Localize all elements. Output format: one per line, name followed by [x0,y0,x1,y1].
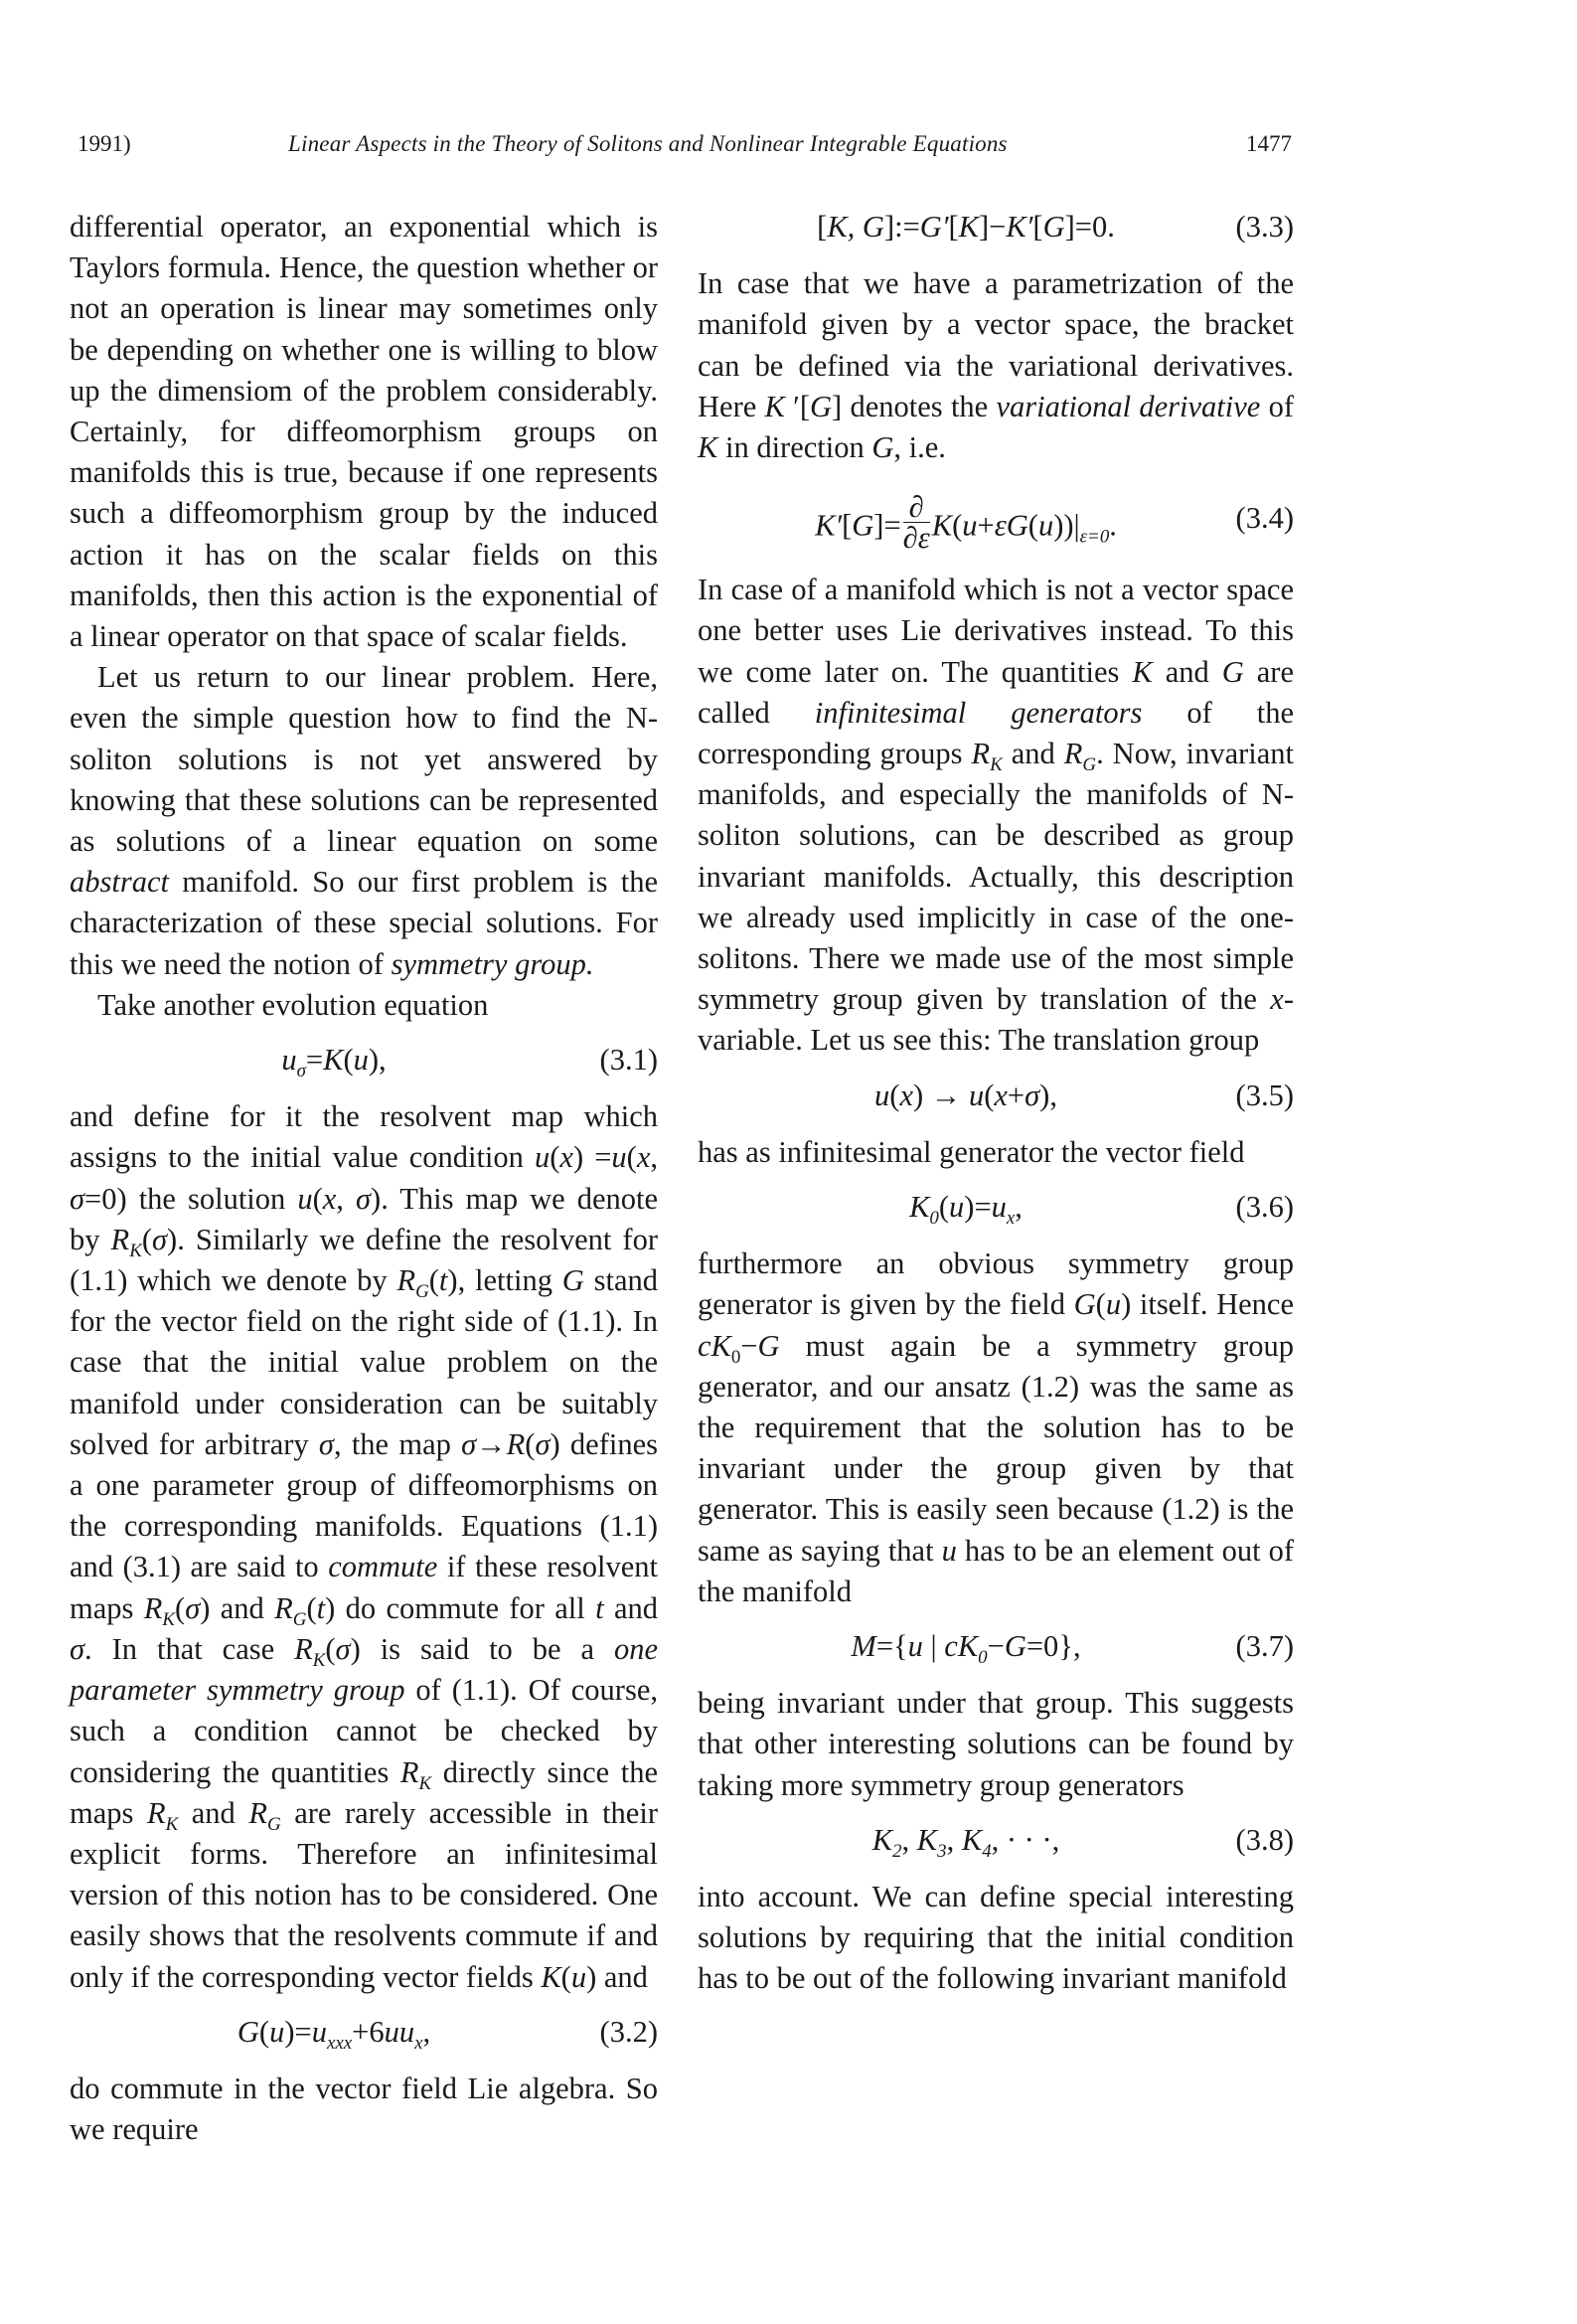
volume-year: 1991) [78,131,131,156]
equation-number: (3.4) [1235,501,1294,536]
right-column [698,207,1294,2000]
equation-3-7: M={u | $cK_0-G=0$}, (3.7) [698,1626,1294,1667]
paragraph-generators: In case of a manifold which is not a vector space one better uses Lie derivatives instead. To this we come later on. The quantities K and G are called infinitesimal generators of the corresponding groups $R_K$ and $R_G$. Now, invariant manifolds, and especially the manifolds of N-soliton solutions, can be described as group invariant manifolds. Actually, this description we already used implicitly in case of the one-solitons. There we made use of the most simple symmetry group given by translation of the x-variable. Let us see this: The translation group [698,573,1295,1058]
left-column [70,207,658,2150]
paragraph-linear-problem: Let us return to our linear problem. Here, even the simple question how to find the N-soliton solutions is not yet answered by knowing that these solutions can be represented as solutions of a linear equation on some abstract manifold. So our first problem is the characterization of these special solutions. For this we need the notion of symmetry group. [70,660,658,981]
page-number: 1477 [1246,131,1292,156]
paragraph-ansatz: furthermore an obvious symmetry group generator is given by the field G(u) itself. Hence $cK_0-G$ must again be a symmetry group generator, and our ansatz (1.2) was the same as the requirement that the solution has to be invariant under the group given by that generator. This is easily seen because (1.2) is the same as saying that u has to be an element out of the manifold [698,1246,1294,1608]
equation-3-6: $K_0(u)=u_x$, (3.6) [698,1187,1294,1228]
paragraph-resolvent: and define for it the resolvent map which assigns to the initial value condition u(x) =u(x, σ=0) the solution u(x, σ). This map we denote by $R_K(\sigma)$. Similarly we define the resolvent for (1.1) which we denote by $R_G(t)$, letting G stand for the vector field on the right side of (1.1). In case that the initial value problem on the manifold under consideration can be suitably solved for arbitrary σ, the map σ→R(σ) defines a one parameter group of diffeomorphisms on the corresponding manifolds. Equations (1.1) and (3.1) are said to commute if these resolvent maps $R_K(\sigma)$ and $R_G(t)$ do commute for all t and σ. In that case $R_K(\sigma)$ is said to be a one parameter symmetry group of (1.1). Of course, such a condition cannot be checked by considering the quantities $R_K$ directly since the maps $R_K$ and $R_G$ are rarely accessible in their explicit forms. Therefore an infinitesimal version of this notion has to be considered. One easily shows that the resolvents commute if and only if the corresponding vector fields K(u) and [70,1099,659,1994]
equation-number: (3.6) [1235,1190,1294,1225]
paragraph-taylor: differential operator, an exponential which is Taylors formula. Hence, the question whether or not an operation is linear may sometimes only be depending on whether one is willing to blow up the dimensiom of the problem considerably. Certainly, for diffeomorphism groups on manifolds this is true, because if one represents such a diffeomorphism group by the induced action it has on the scalar fields on this manifolds, then this action is the exponential of a linear operator on that space of scalar fields. [70,210,658,654]
paragraph-account: into account. We can define special interesting solutions by requiring that the initial condition has to be out of the following invariant manifold [698,1880,1294,1996]
paragraph-invariant: being invariant under that group. This suggests that other interesting solutions can be found by taking more symmetry group generators [698,1686,1294,1802]
running-header [78,131,1292,171]
running-title: Linear Aspects in the Theory of Solitons and Nonlinear Integrable Equations [288,131,1008,156]
equation-number: (3.8) [1235,1822,1294,1857]
paragraph-require: do commute in the vector field Lie algebra. So we require [70,2071,658,2147]
paragraph-variational: In case that we have a parametrization of the manifold given by a vector space, the bracket can be defined via the variational derivatives. Here K ′[G] denotes the variational derivative of K in direction G, i.e. [698,266,1294,464]
equation-3-5: u(x) → u(x+σ), (3.5) [698,1076,1294,1116]
equation-number: (3.5) [1235,1078,1294,1112]
equation-3-1: $u_\sigma=K(u)$, (3.1) [70,1040,658,1080]
equation-number: (3.3) [1235,210,1294,244]
equation-number: (3.1) [599,1043,658,1078]
equation-3-2: $G(u)=u_{xxx}+6uu_x$, (3.2) [70,2012,658,2053]
equation-3-4: K′[G]= $\frac{\partial}{\partial\varepsilon}$ $K(u+\varepsilon G(u))|_{\varepsilon=0}$. (3.4) [815,490,1294,556]
equation-number: (3.7) [1235,1629,1294,1664]
equation-3-3: [K, G]:=G′[K]−K′[G]=0. (3.3) [698,207,1294,248]
paragraph-infinitesimal: has as infinitesimal generator the vector field [698,1134,1245,1169]
equation-3-8: $K_2$, $K_3$, $K_4$, · · ·, (3.8) [698,1820,1294,1861]
paragraph-evolution-intro: Take another evolution equation [97,987,489,1022]
equation-number: (3.2) [599,2014,658,2049]
